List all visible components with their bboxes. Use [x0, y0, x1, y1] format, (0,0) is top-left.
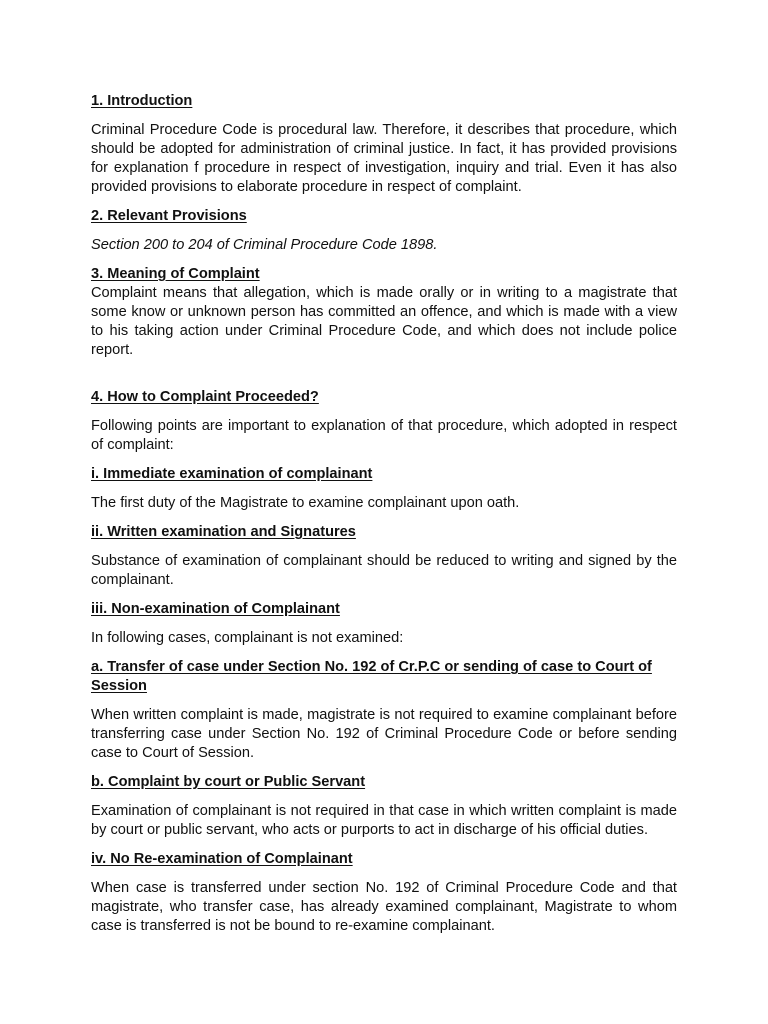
how-heading: 4. How to Complaint Proceeded? — [91, 389, 319, 405]
document-page — [91, 92, 677, 936]
intro-heading: 1. Introduction — [91, 93, 193, 109]
point-a-paragraph: When written complaint is made, magistrate is not required to examine complainant before transferring case under Section No. 192 of Criminal Procedure Code or before sending case to Court of Session. — [91, 707, 677, 761]
point-iv-heading: iv. No Re-examination of Complainant — [91, 851, 353, 867]
point-b-heading: b. Complaint by court or Public Servant — [91, 774, 366, 790]
point-b-paragraph: Examination of complainant is not required in that case in which written complaint is made by court or public servant, who acts or purports to act in discharge of his official duties. — [91, 803, 677, 838]
point-a-heading: a. Transfer of case under Section No. 192 of Cr.P.C or sending of case to Court of Session — [91, 659, 652, 694]
meaning-heading: 3. Meaning of Complaint — [91, 266, 260, 282]
meaning-paragraph: Complaint means that allegation, which is made orally or in writing to a magistrate that some know or unknown person has committed an offence, and which is made with a view to his taking action under Criminal Procedure Code, and which does not include police report. — [91, 285, 677, 358]
how-paragraph: Following points are important to explanation of that procedure, which adopted in respect of complaint: — [91, 418, 677, 453]
point-ii-heading: ii. Written examination and Signatures — [91, 524, 356, 540]
point-ii-paragraph: Substance of examination of complainant should be reduced to writing and signed by the complainant. — [91, 553, 677, 588]
relevant-provisions-heading: 2. Relevant Provisions — [91, 208, 247, 224]
point-iii-paragraph: In following cases, complainant is not examined: — [91, 630, 404, 646]
relevant-provisions-text: Section 200 to 204 of Criminal Procedure Code 1898. — [91, 237, 438, 253]
intro-paragraph: Criminal Procedure Code is procedural law. Therefore, it describes that procedure, which should be adopted for administration of criminal justice. In fact, it has provided provisions for explanation f procedure in respect of investigation, inquiry and trial. Even it has also provided provisions to elaborate procedure in respect of complaint. — [91, 122, 677, 195]
point-i-paragraph: The first duty of the Magistrate to examine complainant upon oath. — [91, 495, 520, 511]
point-iv-paragraph: When case is transferred under section No. 192 of Criminal Procedure Code and that magistrate, who transfer case, has already examined complainant, Magistrate to whom case is transferred is not be bound to re-examine complainant. — [91, 880, 677, 934]
point-iii-heading: iii. Non-examination of Complainant — [91, 601, 340, 617]
point-i-heading: i. Immediate examination of complainant — [91, 466, 373, 482]
